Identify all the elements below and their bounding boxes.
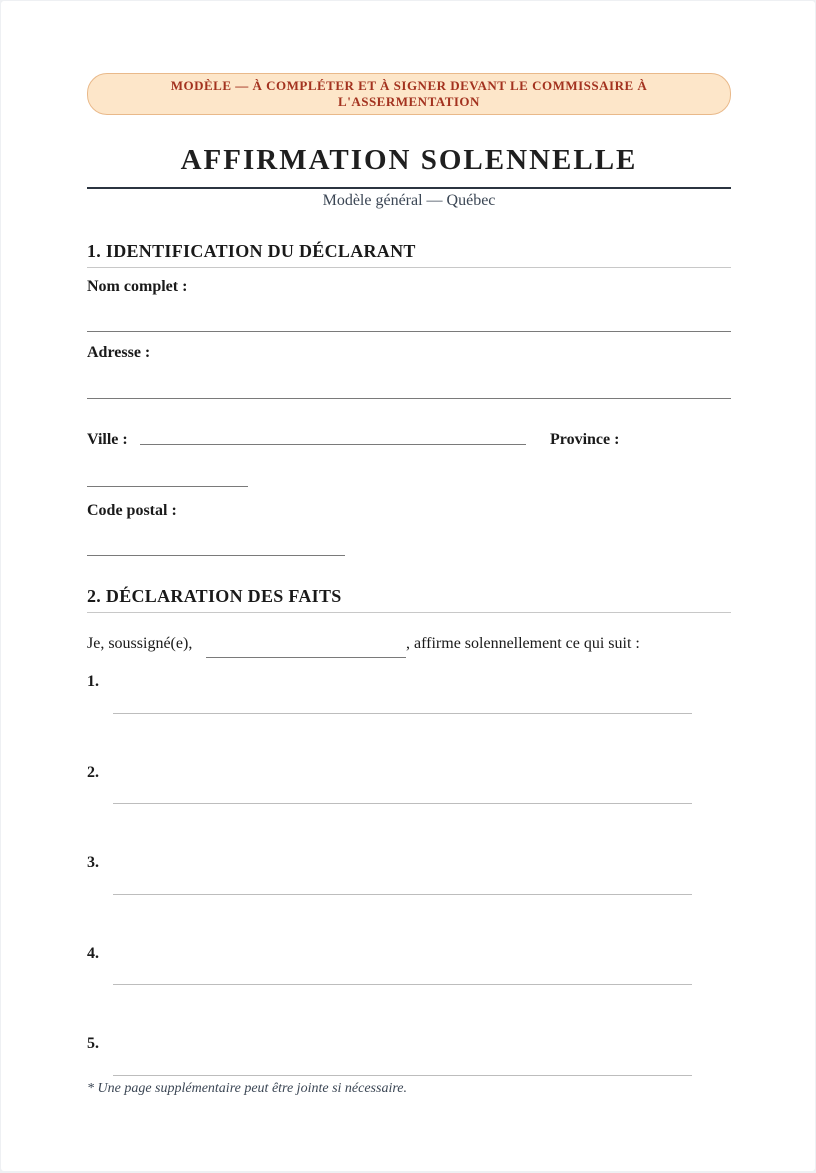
fact-field-1[interactable] <box>113 713 692 714</box>
province-label: Province : <box>550 431 620 448</box>
postal-code-field[interactable] <box>87 555 345 556</box>
address-label: Adresse : <box>87 344 151 361</box>
template-warning-banner <box>87 73 731 115</box>
address-field[interactable] <box>87 398 731 399</box>
title-divider <box>87 187 731 189</box>
fact-field-2[interactable] <box>113 803 692 804</box>
city-label: Ville : <box>87 431 128 448</box>
declaration-intro-start: Je, soussigné(e), <box>87 635 193 652</box>
province-field[interactable] <box>87 486 248 487</box>
footnote: * Une page supplémentaire peut être jointe si nécessaire. <box>87 1081 407 1096</box>
city-field[interactable] <box>140 444 526 445</box>
full-name-field[interactable] <box>87 331 731 332</box>
section-heading-facts: 2. DÉCLARATION DES FAITS <box>87 586 731 613</box>
fact-number-4: 4. <box>87 945 99 962</box>
full-name-label: Nom complet : <box>87 278 188 295</box>
fact-number-2: 2. <box>87 764 99 781</box>
banner-line-2: L'ASSERMENTATION <box>338 94 480 109</box>
document-subtitle: Modèle général — Québec <box>322 192 496 209</box>
fact-number-5: 5. <box>87 1035 99 1052</box>
fact-field-5[interactable] <box>113 1075 692 1076</box>
banner-line-1: MODÈLE — À COMPLÉTER ET À SIGNER DEVANT LE COMMISSAIRE À <box>170 78 648 93</box>
form-page <box>1 1 815 1171</box>
fact-field-3[interactable] <box>113 894 692 895</box>
section-heading-identification: 1. IDENTIFICATION DU DÉCLARANT <box>87 241 731 268</box>
declarant-name-field[interactable] <box>206 657 406 658</box>
declaration-intro-end: , affirme solennellement ce qui suit : <box>406 635 640 652</box>
fact-field-4[interactable] <box>113 984 692 985</box>
fact-number-1: 1. <box>87 673 99 690</box>
fact-number-3: 3. <box>87 854 99 871</box>
document-title: AFFIRMATION SOLENNELLE <box>180 144 638 176</box>
postal-code-label: Code postal : <box>87 502 177 519</box>
